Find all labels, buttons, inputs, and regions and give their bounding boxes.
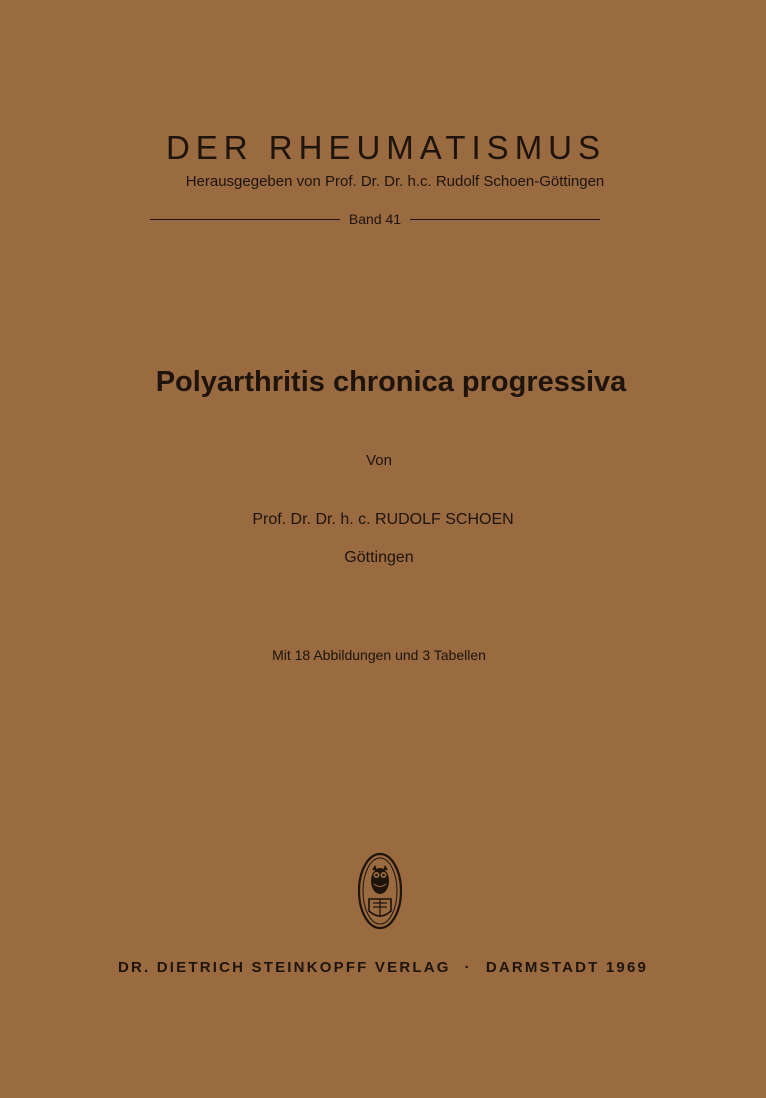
book-title: Polyarthritis chronica progressiva — [155, 366, 627, 398]
author-city: Göttingen — [344, 549, 414, 566]
separator-dot: · — [464, 959, 472, 976]
publisher-line — [0, 957, 766, 979]
by-label: Von — [366, 452, 392, 469]
owl-emblem-icon — [356, 851, 404, 931]
author-name: Prof. Dr. Dr. h. c. RUDOLF SCHOEN — [252, 511, 514, 528]
illustrations-note: Mit 18 Abbildungen und 3 Tabellen — [272, 647, 486, 663]
volume-row — [150, 209, 600, 229]
right-rule-divider — [410, 219, 600, 220]
volume-label: Band 41 — [348, 211, 402, 227]
series-title: DER RHEUMATISMUS — [165, 129, 607, 166]
left-rule-divider — [150, 219, 340, 220]
publisher-place-year: DARMSTADT 1969 — [485, 959, 649, 976]
editor-line: Herausgegeben von Prof. Dr. Dr. h.c. Rudolf Schoen-Göttingen — [185, 173, 605, 190]
publisher-name: DR. DIETRICH STEINKOPFF VERLAG — [117, 959, 451, 976]
